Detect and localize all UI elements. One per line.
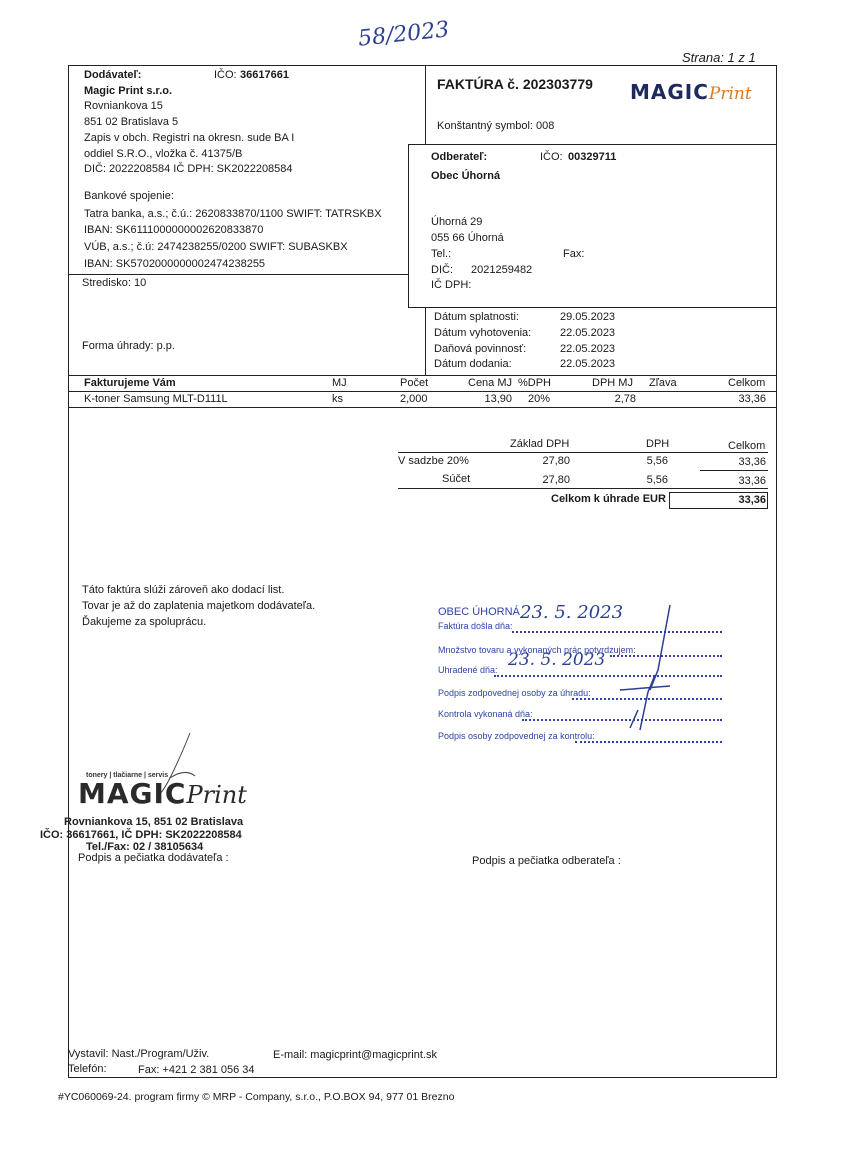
handwritten-invoice-number: 58/2023 bbox=[356, 17, 451, 52]
supplier-stamp-phone: Tel./Fax: 02 / 38105634 bbox=[86, 841, 204, 853]
customer-city: 055 66 Úhorná bbox=[431, 232, 504, 244]
summary-header-vat: DPH bbox=[646, 438, 670, 450]
supplier-stamp-address: Rovniankova 15, 851 02 Bratislava bbox=[64, 816, 244, 828]
summary-sum-label: Súčet bbox=[442, 473, 471, 485]
handwritten-signature-checks bbox=[600, 600, 720, 750]
magicprint-logo bbox=[630, 80, 752, 104]
summary-sum-base: 27,80 bbox=[542, 474, 570, 486]
date-issued-value: 22.05.2023 bbox=[560, 327, 616, 339]
col-header-name: Fakturujeme Vám bbox=[84, 377, 176, 389]
supplier-signature-label: Podpis a pečiatka dodávateľa : bbox=[78, 852, 229, 864]
item-vat-pct: 20% bbox=[528, 393, 551, 405]
col-header-total: Celkom bbox=[728, 377, 766, 389]
col-header-price: Cena MJ bbox=[468, 377, 513, 389]
summary-rate-total: 33,36 bbox=[738, 456, 766, 468]
supplier-street: Rovniankova 15 bbox=[84, 100, 163, 112]
supplier-stamp-logo bbox=[78, 777, 247, 810]
bank-label: Bankové spojenie: bbox=[84, 190, 174, 202]
items-end-line bbox=[68, 407, 777, 408]
item-vat-mj: 2,78 bbox=[614, 393, 636, 405]
stamp-pay-sign-label: Podpis zodpovednej osoby za úhradu: bbox=[438, 688, 591, 698]
item-name: K-toner Samsung MLT-D111L bbox=[84, 393, 228, 405]
date-due-value: 29.05.2023 bbox=[560, 311, 616, 323]
stamp-received-label: Faktúra došla dňa: bbox=[438, 621, 513, 631]
logo-magic-text: MAGIC bbox=[630, 80, 709, 104]
invoice-title: FAKTÚRA č. 202303779 bbox=[437, 76, 593, 92]
note-thanks: Ďakujeme za spoluprácu. bbox=[82, 616, 207, 628]
constant-symbol: Konštantný symbol: 008 bbox=[437, 120, 555, 132]
summary-mid-line bbox=[700, 470, 768, 471]
stamp-paid-date: 23. 5. 2023 bbox=[508, 650, 606, 670]
summary-top-line bbox=[398, 452, 768, 453]
customer-name: Obec Úhorná bbox=[431, 170, 501, 182]
item-price: 13,90 bbox=[484, 393, 512, 405]
bank-iban-2: IBAN: SK5702000000002474238255 bbox=[84, 258, 266, 270]
col-header-vat-pct: %DPH bbox=[518, 377, 552, 389]
stamp-paid-label: Uhradené dňa: bbox=[438, 665, 498, 675]
amount-due-value: 33,36 bbox=[738, 494, 766, 506]
bank-account-2: VÚB, a.s.; č.ú: 2474238255/0200 SWIFT: SUBASKBX bbox=[84, 241, 348, 253]
date-delivery-value: 22.05.2023 bbox=[560, 358, 616, 370]
supplier-label: Dodávateľ: bbox=[84, 69, 142, 81]
customer-tel: Tel.: bbox=[431, 248, 452, 260]
footer-program: #YC060069-24. program firmy © MRP - Company, s.r.o., P.O.BOX 94, 977 01 Brezno bbox=[58, 1091, 455, 1103]
supplier-divider bbox=[68, 274, 408, 275]
stamp-control-sign-label: Podpis osoby zodpovednej za kontrolu: bbox=[438, 731, 595, 741]
supplier-ico-label: IČO: bbox=[214, 69, 237, 81]
footer-fax: Fax: +421 2 381 056 34 bbox=[138, 1064, 255, 1076]
customer-signature-label: Podpis a pečiatka odberateľa : bbox=[472, 855, 621, 867]
supplier-tax-ids: DIČ: 2022208584 IČ DPH: SK2022208584 bbox=[84, 163, 293, 175]
item-qty: 2,000 bbox=[400, 393, 428, 405]
date-delivery-label: Dátum dodania: bbox=[434, 358, 512, 370]
customer-dic: 2021259482 bbox=[471, 264, 533, 276]
note-ownership: Tovar je až do zaplatenia majetkom dodávateľa. bbox=[82, 600, 316, 612]
items-header-line bbox=[68, 375, 777, 376]
summary-rate-label: V sadzbe 20% bbox=[398, 455, 469, 467]
customer-fax: Fax: bbox=[563, 248, 585, 260]
customer-ico: 00329711 bbox=[568, 151, 617, 163]
amount-due-label: Celkom k úhrade EUR bbox=[551, 493, 666, 505]
date-issued-label: Dátum vyhotovenia: bbox=[434, 327, 532, 339]
bank-iban-1: IBAN: SK6111000000002620833870 bbox=[84, 224, 264, 236]
supplier-registry-1: Zapis v obch. Registri na okresn. sude BA I bbox=[84, 132, 295, 144]
col-header-vat-mj: DPH MJ bbox=[592, 377, 633, 389]
supplier-stamp-ids: IČO: 36617661, IČ DPH: SK2022208584 bbox=[40, 829, 242, 841]
stamp-received-date: 23. 5. 2023 bbox=[520, 602, 624, 623]
customer-label: Odberateľ: bbox=[431, 151, 488, 163]
footer-issuer: Vystavil: Nast./Program/Uživ. bbox=[68, 1048, 210, 1060]
supplier-stamp-tagline: tonery | tlačiarne | servis bbox=[86, 772, 169, 779]
customer-ico-label: IČO: bbox=[540, 151, 563, 163]
item-mj: ks bbox=[332, 393, 343, 405]
supplier-registry-2: oddiel S.R.O., vložka č. 41375/B bbox=[84, 148, 243, 160]
summary-header-base: Základ DPH bbox=[510, 438, 570, 450]
summary-bottom-line bbox=[398, 488, 768, 489]
date-tax-value: 22.05.2023 bbox=[560, 343, 616, 355]
stamp-confirm-label: Množstvo tovaru a vykonaných prác potvrdzujem: bbox=[438, 645, 636, 655]
col-header-discount: Zľava bbox=[649, 377, 677, 389]
summary-rate-vat: 5,56 bbox=[646, 455, 668, 467]
col-header-mj: MJ bbox=[332, 377, 347, 389]
stamp-title: OBEC ÚHORNÁ bbox=[438, 606, 520, 618]
col-header-qty: Počet bbox=[400, 377, 429, 389]
supplier-stamp-print-text: Print bbox=[186, 781, 247, 809]
summary-rate-base: 27,80 bbox=[542, 455, 570, 467]
logo-print-text: Print bbox=[708, 84, 752, 104]
cost-center: Stredisko: 10 bbox=[82, 277, 147, 289]
supplier-ico: 36617661 bbox=[240, 69, 289, 81]
page-number: Strana: 1 z 1 bbox=[682, 50, 756, 65]
date-due-label: Dátum splatnosti: bbox=[434, 311, 519, 323]
stamp-control-label: Kontrola vykonaná dňa: bbox=[438, 709, 533, 719]
note-delivery: Táto faktúra slúži zároveň ako dodací list. bbox=[82, 584, 285, 596]
payment-method: Forma úhrady: p.p. bbox=[82, 340, 175, 352]
supplier-city: 851 02 Bratislava 5 bbox=[84, 116, 179, 128]
summary-header-total: Celkom bbox=[728, 440, 766, 452]
summary-sum-total: 33,36 bbox=[738, 475, 766, 487]
supplier-name: Magic Print s.r.o. bbox=[84, 85, 173, 97]
date-tax-label: Daňová povinnosť: bbox=[434, 343, 527, 355]
supplier-stamp-magic-text: MAGIC bbox=[78, 777, 187, 810]
bank-account-1: Tatra banka, a.s.; č.ú.: 2620833870/1100 SWIFT: TATRSKBX bbox=[84, 208, 382, 220]
items-header-bottom-line bbox=[68, 391, 777, 392]
summary-sum-vat: 5,56 bbox=[646, 474, 668, 486]
item-total: 33,36 bbox=[738, 393, 766, 405]
customer-dic-label: DIČ: bbox=[431, 264, 453, 276]
footer-phone-label: Telefón: bbox=[68, 1063, 107, 1075]
customer-street: Úhorná 29 bbox=[431, 216, 483, 228]
customer-icdph: IČ DPH: bbox=[431, 279, 472, 291]
footer-email: E-mail: magicprint@magicprint.sk bbox=[273, 1049, 437, 1061]
